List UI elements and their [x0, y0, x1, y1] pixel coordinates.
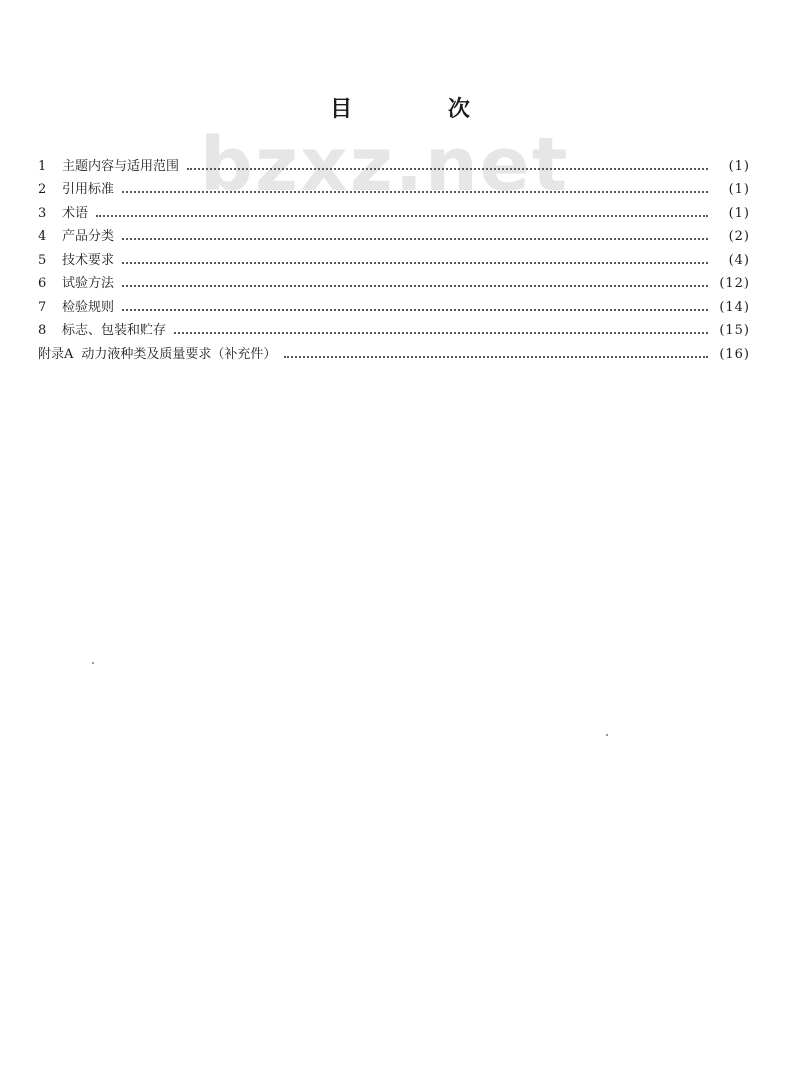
- toc-entry-page: (1): [728, 182, 750, 197]
- toc-entry[interactable]: [38, 150, 750, 174]
- toc-entry-page: (15): [719, 323, 750, 338]
- toc-entry-label: 主题内容与适用范围: [62, 158, 180, 174]
- toc-dot-leader: [284, 355, 708, 358]
- toc-entry-label: 引用标准: [62, 182, 115, 197]
- toc-entry-number: 4: [38, 229, 47, 244]
- page-title: 目 次: [330, 96, 514, 122]
- toc-entry-label: 动力液种类及质量要求（补充件）: [81, 346, 277, 362]
- scan-speck: [606, 734, 608, 736]
- toc-entry[interactable]: [38, 174, 750, 198]
- toc-entry[interactable]: [38, 268, 750, 292]
- toc-dot-leader: [174, 331, 708, 334]
- toc-entry-number: 8: [38, 323, 47, 338]
- toc-entry-label: 检验规则: [62, 299, 115, 315]
- toc-entry[interactable]: [38, 221, 750, 245]
- toc-entry-page: (1): [728, 158, 750, 174]
- toc-entry-number: 2: [38, 182, 47, 197]
- toc-entry-number: 附录A: [38, 346, 74, 362]
- toc-entry-label: 产品分类: [62, 229, 115, 244]
- toc-entry-label: 标志、包装和贮存: [62, 323, 167, 338]
- toc-entry-page: (14): [719, 299, 750, 315]
- toc-entry[interactable]: [38, 197, 750, 221]
- toc-entry-page: (12): [719, 276, 750, 291]
- toc-entry-number: 7: [38, 299, 47, 315]
- toc-dot-leader: [122, 308, 708, 311]
- toc-entry-page: (2): [728, 229, 750, 244]
- toc-entry-number: 5: [38, 252, 47, 268]
- toc-dot-leader: [122, 261, 708, 264]
- toc-entry-number: 1: [38, 158, 47, 174]
- toc-entry-number: 6: [38, 276, 47, 291]
- toc-entry-page: (1): [728, 205, 750, 221]
- toc-entry-label: 技术要求: [62, 252, 115, 268]
- toc-entry-page: (16): [719, 346, 750, 362]
- toc-dot-leader: [96, 214, 708, 217]
- toc-entry[interactable]: [38, 315, 750, 339]
- toc-entry[interactable]: [38, 291, 750, 315]
- table-of-contents: [38, 150, 750, 362]
- toc-dot-leader: [122, 284, 708, 287]
- toc-entry-number: 3: [38, 205, 47, 221]
- toc-entry-label: 试验方法: [62, 276, 115, 291]
- scan-speck: [92, 662, 94, 664]
- toc-dot-leader: [122, 190, 708, 193]
- toc-entry-page: (4): [728, 252, 750, 268]
- toc-dot-leader: [122, 237, 708, 240]
- toc-entry[interactable]: [38, 244, 750, 268]
- watermark: bzxz.net: [200, 122, 570, 208]
- toc-entry-label: 术语: [62, 205, 89, 221]
- toc-dot-leader: [187, 167, 708, 170]
- toc-entry[interactable]: [38, 338, 750, 362]
